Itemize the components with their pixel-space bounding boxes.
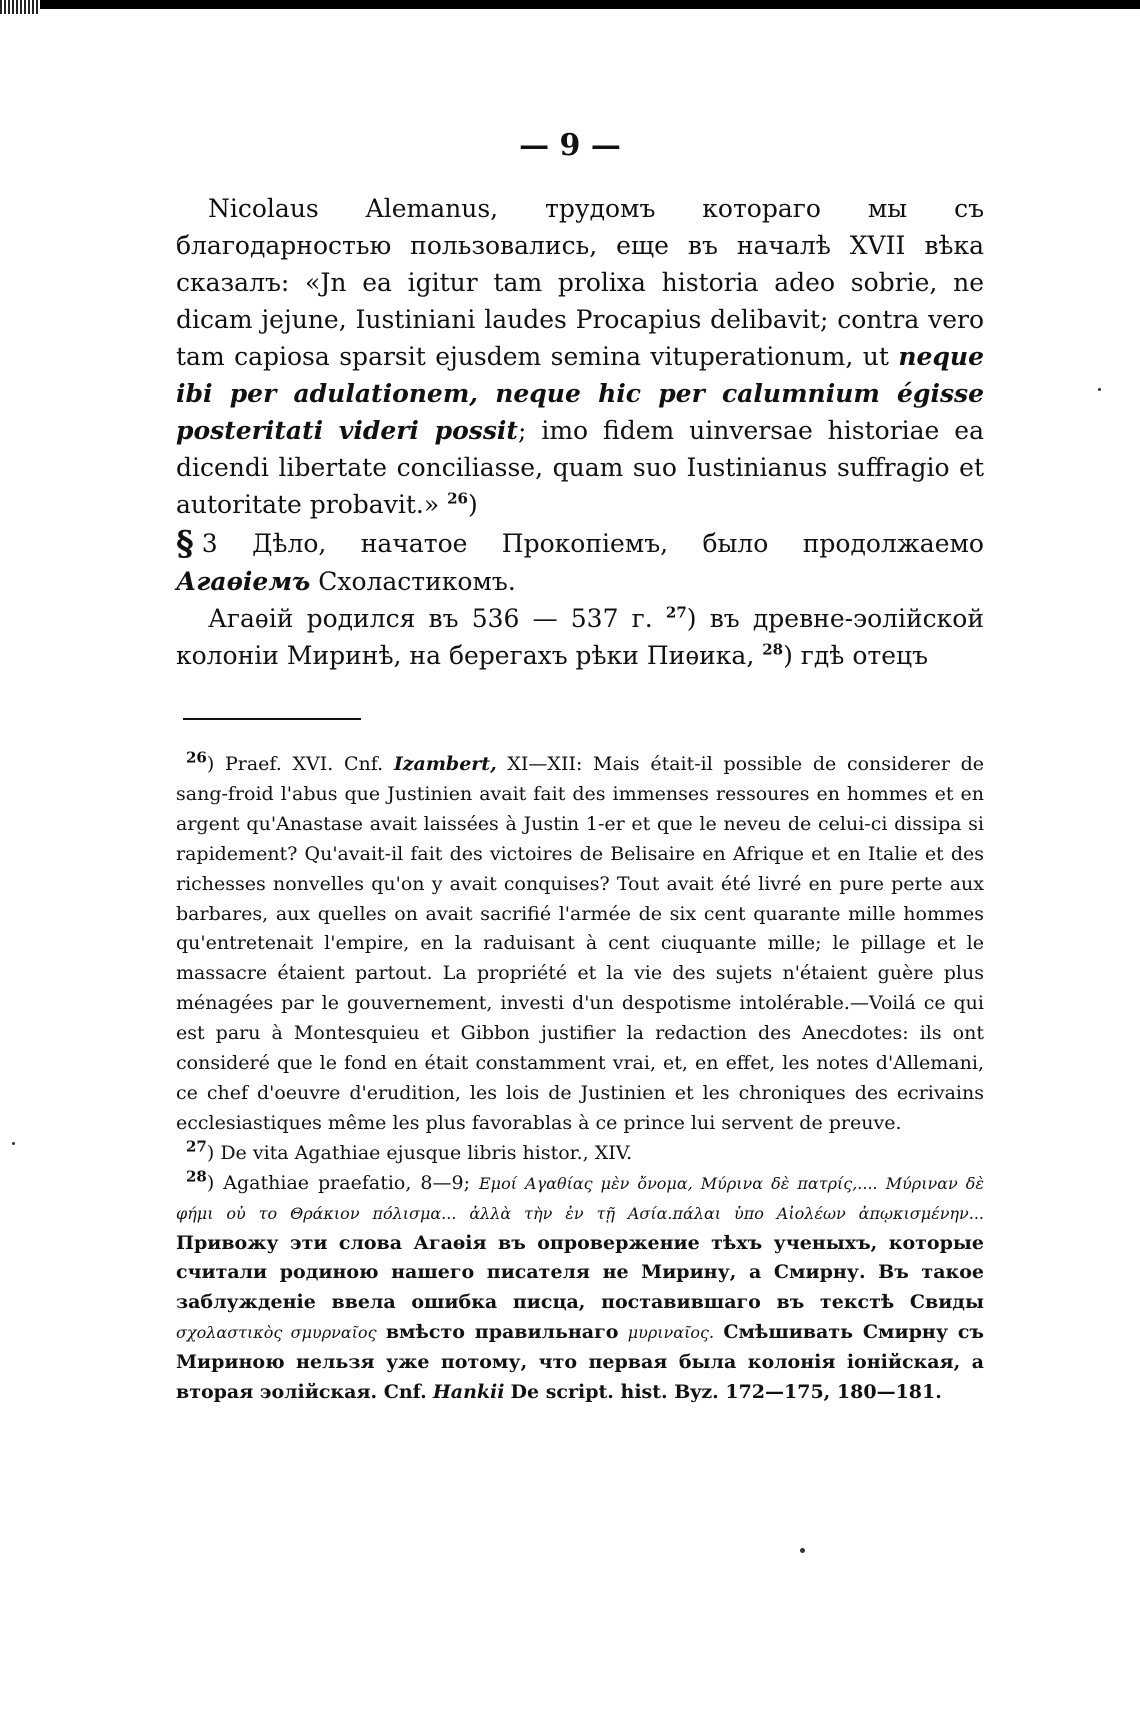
footnote-text: ) De vita Agathiae ejusque libris histor., XIV.	[206, 1141, 633, 1164]
footnote-text: XI—XII: Mais était-il possible de considerer de sang-froid l'abus que Justinien avait fait des immenses ressoures en hommes et en argent qu'Anastase avait laissées à Justin 1-er et que le neveu de celui-ci dissipa si rapidement? Qu'avait-il fait des victoires de Belisaire en Afrique et en Italie et des richesses nonvelles qu'on y avait conquises? Tout avait été livré en pure perte aux barbares, aux quelles on avait sacrifié l'armée de six cent quarante mille hommes qu'entretenait l'empire, en la raduisant à cent ciuquante mille; le pillage et le massacre étaient partout. La propriété et la vie des sujets n'étaient guère plus ménagées par le gouvernement, investi d'un despotisme intolérable.—Voilá ce qui est paru à Montesquieu et Gibbon justifier la redaction des Anecdotes: ils ont consideré que le fond en était constamment vrai, et, en effet, les notes d'Allemani, ce chef d'oeuvre d'erudition, les lois de Justinien et les chroniques des ecrivains ecclesiastiques même les plus favorablas à ce prince lui servent de preuve.	[176, 753, 984, 1134]
scan-corner-artifact	[0, 0, 40, 14]
footnote-text: ) Praef. XVI. Cnf.	[206, 753, 384, 775]
scan-speck	[800, 1548, 805, 1553]
section-heading	[176, 525, 984, 600]
footnote-italic: Hankii	[432, 1381, 505, 1404]
paragraph-agathias-birth	[176, 600, 984, 674]
scan-speck	[1098, 388, 1101, 391]
footnote-italic: Izambert,	[393, 753, 497, 775]
footnote-number: 28	[186, 1167, 207, 1186]
scan-top-border	[0, 0, 1140, 9]
section-number: 3	[201, 529, 218, 558]
footnote-26	[176, 750, 984, 1139]
footnote-ref-26[interactable]: 26	[447, 489, 468, 508]
footnote-number: 27	[186, 1137, 207, 1156]
page-number: — 9 —	[519, 128, 621, 163]
section-text: Дѣло, начатое Прокопіемъ, было продолжаемо	[252, 529, 984, 558]
footnote-ref-27[interactable]: 27	[665, 603, 687, 622]
footnote-text: Привожу эти слова Агаѳія въ опровержение тѣхъ ученыхъ, которые считали родиною нашего писателя не Мирину, а Смирну. Въ такое заблужденіе ввела ошибка писца, поставившаго въ текстѣ Свиды	[176, 1231, 984, 1314]
birth-text-end: ) гдѣ отецъ	[783, 641, 928, 670]
birth-text: Агаѳій родился въ 536 — 537 г.	[208, 604, 653, 633]
greek-term: μυριναῖος.	[627, 1323, 715, 1343]
footnote-text: вмѣсто правильнаго	[385, 1321, 619, 1344]
footnote-text: ) Agathiae praefatio, 8—9;	[206, 1171, 470, 1194]
paragraph-alemanus-quote	[176, 190, 984, 523]
section-italic-name: Агаѳіемъ	[176, 567, 311, 596]
quote-italic: neque ibi per adulationem, neque hic per calumnium égisse posteritati videri possit	[176, 342, 985, 445]
footnote-divider	[183, 718, 361, 720]
scan-speck	[12, 1142, 15, 1145]
greek-quote: Εμοί Αγαθίας μὲν ὄνομα, Μύρινα δὲ πατρίς,.... Μύριναν δὲ φήμι οὐ το Θράκιον πόλισμα... ἀλλὰ τὴν ἐν τῇ Ασία.πάλαι ὑπο Αἰολέων ἀπῳκισμένην...	[176, 1173, 985, 1223]
section-sign: §	[176, 524, 194, 564]
main-text	[176, 190, 984, 674]
footnote-ref-28[interactable]: 28	[762, 640, 784, 659]
footnote-27	[176, 1139, 984, 1169]
section-text-tail: Схоластикомъ.	[318, 567, 516, 596]
footnote-number: 26	[186, 748, 207, 767]
footnote-text: De script. hist. Byz. 172—175, 180—181.	[510, 1381, 942, 1404]
ref-paren: )	[467, 490, 478, 519]
greek-term: σχολαστικὸς σμυρναῖος	[176, 1323, 377, 1343]
footnotes	[176, 750, 984, 1408]
quote-text: Nicolaus Alemanus, трудомъ котораго мы съ благодарностью пользовались, еще въ началѣ XVII вѣка сказалъ: «Jn ea igitur tam prolixa historia adeo sobrie, ne dicam jejune, Iustiniani laudes Procapius delibavit; contra vero tam capiosa sparsit ejusdem semina vituperationum, ut	[176, 194, 984, 371]
quote-text-end: ; imo fidem uinversae historiae ea dicendi libertate conciliasse, quam suo Iustinianus suffragio et autoritate probavit.»	[176, 416, 984, 519]
footnote-text: Смѣшивать Смирну съ Мириною нельзя уже потому, что первая была колонія іонійская, а вторая эолійская. Cnf.	[176, 1321, 985, 1404]
birth-text-cont: ) въ древне-эолійской колоніи Миринѣ, на берегахъ рѣки Пиѳика,	[176, 604, 985, 670]
footnote-28	[176, 1169, 984, 1408]
